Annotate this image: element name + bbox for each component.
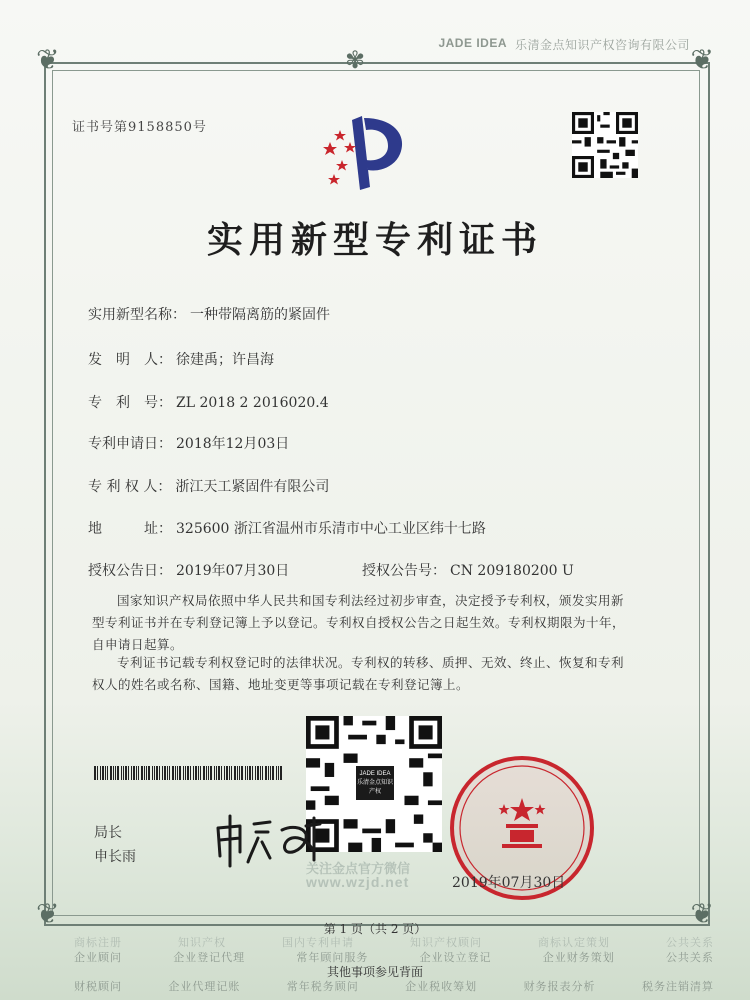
- grant-date-value: 2019年07月30日: [176, 563, 290, 579]
- utility-model-name-value: 一种带隔离筋的紧固件: [190, 307, 330, 323]
- signatory-name: 申长雨: [94, 849, 136, 865]
- corner-ornament-top-right: ❦: [690, 43, 714, 76]
- service-item: 财税顾问: [74, 981, 122, 993]
- qr-center-logo: [356, 766, 394, 800]
- filing-date-label: 专利申请日：: [88, 436, 172, 452]
- service-item: 商标注册: [74, 937, 122, 949]
- service-item: 税务注销清算: [641, 981, 714, 993]
- service-item: 常年顾问服务: [296, 952, 369, 964]
- top-qr-code: [572, 112, 638, 178]
- signatory-title: 局长: [94, 825, 122, 841]
- corner-ornament-top-left: ❦: [36, 43, 60, 76]
- service-item: 企业代理记账: [168, 981, 241, 993]
- cnipa-emblem-icon: [312, 112, 412, 192]
- service-item: 知识产权顾问: [410, 937, 482, 949]
- certificate-number: 证书号第9158850号: [72, 120, 207, 135]
- inventor-field: [88, 349, 274, 369]
- corner-ornament-bottom-left: ❦: [36, 897, 60, 930]
- page-indicator: 第 1 页（共 2 页）: [323, 922, 427, 936]
- grant-date-label: 授权公告日：: [88, 563, 172, 579]
- patent-number-value: ZL 2018 2 2016020.4: [176, 395, 329, 411]
- barcode: [94, 766, 284, 780]
- service-item: 企业登记代理: [173, 952, 246, 964]
- qr-center-logo-text: JADE IDEA: [359, 771, 391, 777]
- watermark-url: www.wzjd.net: [306, 874, 410, 890]
- service-row-1: [74, 934, 714, 950]
- qr-center-logo-subtext: 乐清金点知识产权: [356, 780, 393, 795]
- filing-date-field: [88, 433, 289, 453]
- utility-model-name-label: 实用新型名称：: [88, 307, 186, 323]
- service-item: 企业税收筹划: [405, 981, 478, 993]
- address-value: 325600 浙江省温州市乐清市中心工业区纬十七路: [176, 521, 486, 537]
- patent-number-field: [88, 392, 329, 412]
- footer-note: 其他事项参见背面: [326, 965, 423, 979]
- service-item: 知识产权: [178, 937, 226, 949]
- certificate-title: 实用新型专利证书: [206, 219, 543, 261]
- utility-model-name-field: [88, 304, 330, 324]
- brand-watermark: [438, 36, 690, 53]
- service-item: 国内专利申请: [282, 937, 354, 949]
- patent-number-label: 专 利 号：: [88, 395, 172, 411]
- grant-date-field: [88, 560, 289, 580]
- top-center-ornament: ✾: [345, 46, 366, 74]
- patentee-label: 专 利 权 人：: [88, 479, 172, 495]
- grant-number-label: 授权公告号：: [362, 563, 446, 579]
- brand-name: JADE IDEA: [438, 36, 507, 50]
- grant-number-field: [362, 560, 574, 580]
- service-row-3: [74, 978, 714, 994]
- service-item: 财务报表分析: [523, 981, 596, 993]
- service-item: 公共关系: [666, 937, 714, 949]
- legal-status-paragraph: 专利证书记载专利权登记时的法律状况。专利权的转移、质押、无效、终止、恢复和专利权人的姓名或名称、国籍、地址变更等事项记载在专利登记簿上。: [92, 655, 625, 692]
- address-field: [88, 518, 486, 538]
- brand-company: 乐清金点知识产权咨询有限公司: [514, 38, 690, 52]
- seal-date: 2019年07月30日: [452, 875, 566, 891]
- filing-date-value: 2018年12月03日: [176, 436, 290, 452]
- corner-ornament-bottom-right: ❦: [690, 897, 714, 930]
- grant-number-value: CN 209180200 U: [450, 563, 574, 579]
- service-item: 企业顾问: [74, 952, 122, 964]
- inventor-value: 徐建禹；许昌海: [176, 352, 274, 368]
- service-item: 企业设立登记: [419, 952, 492, 964]
- service-item: 商标认定策划: [538, 937, 610, 949]
- service-item: 企业财务策划: [542, 952, 615, 964]
- address-label: 地 址：: [88, 521, 172, 537]
- patentee-value: 浙江天工紧固件有限公司: [175, 479, 330, 495]
- service-item: 常年税务顾问: [286, 981, 359, 993]
- watermark-wechat: 关注金点官方微信: [306, 861, 411, 876]
- inventor-label: 发 明 人：: [88, 352, 172, 368]
- patentee-field: [88, 476, 329, 496]
- grant-statement-paragraph: 国家知识产权局依照中华人民共和国专利法经过初步审查，决定授予专利权，颁发实用新型专利证书并在专利登记簿上予以登记。专利权自授权公告之日起生效。专利权期限为十年，自申请日起算。: [92, 593, 626, 652]
- service-item: 公共关系: [665, 952, 714, 964]
- handwritten-signature: [210, 808, 330, 868]
